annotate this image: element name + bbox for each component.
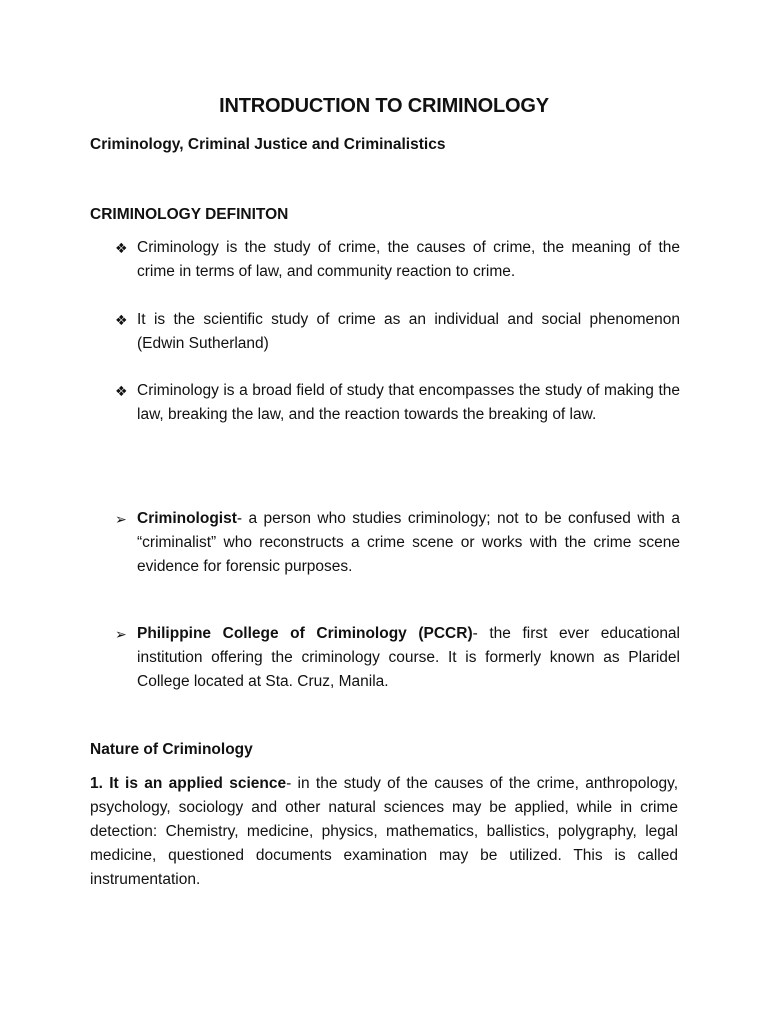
nature-lead: 1. It is an applied science [90, 775, 287, 792]
term-item [115, 622, 680, 694]
nature-heading: Nature of Criminology [90, 741, 253, 758]
term-description: - a person who studies criminology; not to be confused with a “criminalist” who reconstructs a crime scene or works with the crime scene evidence for forensic purposes. [137, 510, 680, 575]
definition-text: Criminology is the study of crime, the causes of crime, the meaning of the crime in terms of law, and community reaction to crime. [137, 239, 680, 280]
diamond-bullet-icon: ❖ [115, 383, 128, 399]
term-description: - the first ever educational institution offering the criminology course. It is formerly known as Plaridel College located at Sta. Cruz, Manila. [137, 625, 680, 690]
diamond-bullet-icon: ❖ [115, 312, 128, 328]
term-item [115, 507, 680, 579]
term-name: Philippine College of Criminology (PCCR) [137, 625, 473, 642]
subtitle: Criminology, Criminal Justice and Criminalistics [90, 136, 446, 153]
nature-item [90, 772, 678, 892]
diamond-bullet-icon: ❖ [115, 240, 128, 256]
nature-text: - in the study of the causes of the crime, anthropology, psychology, sociology and other natural sciences may be applied, while in crime detection: Chemistry, medicine, physics, mathematics, ballistics, polygraphy, legal medicine, questioned documents examination may be utilized. This is called instrumentation. [90, 775, 678, 888]
term-name: Criminologist [137, 510, 237, 527]
page-title: INTRODUCTION TO CRIMINOLOGY [219, 95, 549, 117]
term-text [137, 622, 680, 694]
term-text [137, 507, 680, 579]
definition-text: It is the scientific study of crime as an individual and social phenomenon (Edwin Sutherland) [137, 311, 680, 352]
definition-item [115, 308, 680, 356]
definition-item [115, 379, 680, 427]
definition-item [115, 236, 680, 284]
arrow-bullet-icon: ➢ [115, 511, 127, 527]
definition-text: Criminology is a broad field of study that encompasses the study of making the law, breaking the law, and the reaction towards the breaking of law. [137, 382, 680, 423]
definition-heading: CRIMINOLOGY DEFINITON [90, 206, 289, 223]
arrow-bullet-icon: ➢ [115, 626, 127, 642]
